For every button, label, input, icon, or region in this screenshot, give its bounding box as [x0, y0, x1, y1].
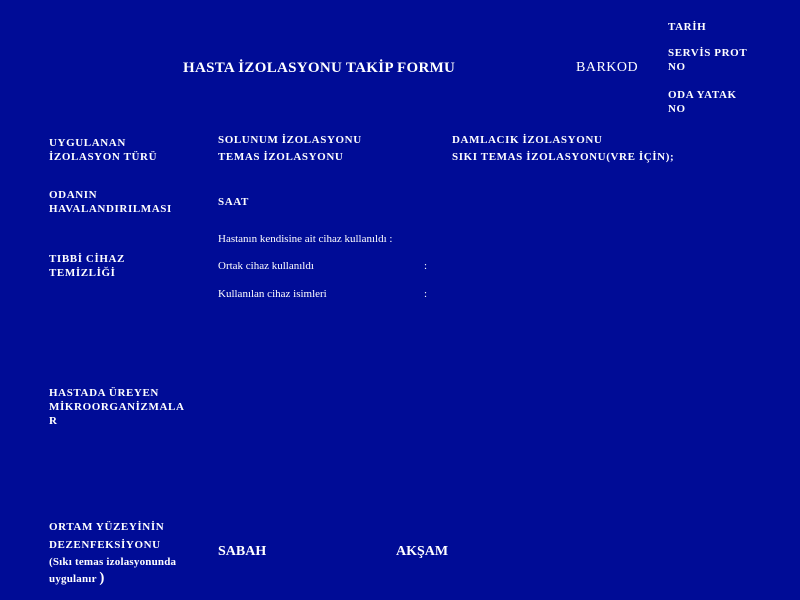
surface-note-line1: (Sıkı temas izolasyonunda [49, 556, 177, 568]
surface-note-line2: uygulanır [49, 573, 97, 585]
isolation-type-line1: UYGULANAN [49, 137, 126, 149]
device-shared-item: Ortak cihaz kullanıldı [218, 260, 314, 272]
device-cleaning-line2: TEMİZLİĞİ [49, 267, 116, 279]
isolation-option-contact: TEMAS İZOLASYONU [218, 151, 344, 163]
device-shared-colon: : [424, 260, 428, 272]
surface-disinfection-label [49, 518, 176, 587]
room-bed-line1: ODA YATAK [668, 89, 737, 101]
service-protocol-line1: SERVİS PROT [668, 47, 748, 59]
microorganisms-label [49, 386, 185, 428]
surface-line1: ORTAM YÜZEYİNİN [49, 521, 165, 533]
morning-label: SABAH [218, 544, 267, 559]
room-bed-label [668, 88, 737, 116]
ventilation-time-label: SAAT [218, 196, 249, 208]
device-cleaning-line1: TIBBİ CİHAZ [49, 253, 125, 265]
device-own-item: Hastanın kendisine ait cihaz kullanıldı : [218, 233, 393, 245]
microorganisms-line2: MİKROORGANİZMALA [49, 401, 185, 413]
microorganisms-line3: R [49, 415, 58, 427]
isolation-option-strict-contact: SIKI TEMAS İZOLASYONU(VRE İÇİN); [452, 151, 675, 163]
surface-note-paren: ) [99, 570, 105, 586]
service-protocol-line2: NO [668, 61, 686, 73]
evening-label: AKŞAM [396, 544, 449, 559]
service-protocol-label [668, 46, 747, 74]
isolation-type-label [49, 136, 157, 164]
ventilation-line2: HAVALANDIRILMASI [49, 203, 172, 215]
surface-line2: DEZENFEKSİYONU [49, 539, 161, 551]
ventilation-line1: ODANIN [49, 189, 98, 201]
surface-note-line2-wrap [49, 570, 176, 587]
microorganisms-line1: HASTADA ÜREYEN [49, 387, 159, 399]
device-cleaning-label [49, 252, 125, 280]
isolation-option-droplet: DAMLACIK İZOLASYONU [452, 134, 603, 146]
isolation-option-respiratory: SOLUNUM İZOLASYONU [218, 134, 362, 146]
device-names-item: Kullanılan cihaz isimleri [218, 288, 327, 300]
form-title: HASTA İZOLASYONU TAKİP FORMU [183, 60, 456, 76]
isolation-type-line2: İZOLASYON TÜRÜ [49, 151, 158, 163]
date-label: TARİH [668, 21, 707, 33]
barcode-label: BARKOD [576, 60, 639, 75]
room-bed-line2: NO [668, 103, 686, 115]
device-names-colon: : [424, 288, 428, 300]
ventilation-label [49, 188, 172, 216]
